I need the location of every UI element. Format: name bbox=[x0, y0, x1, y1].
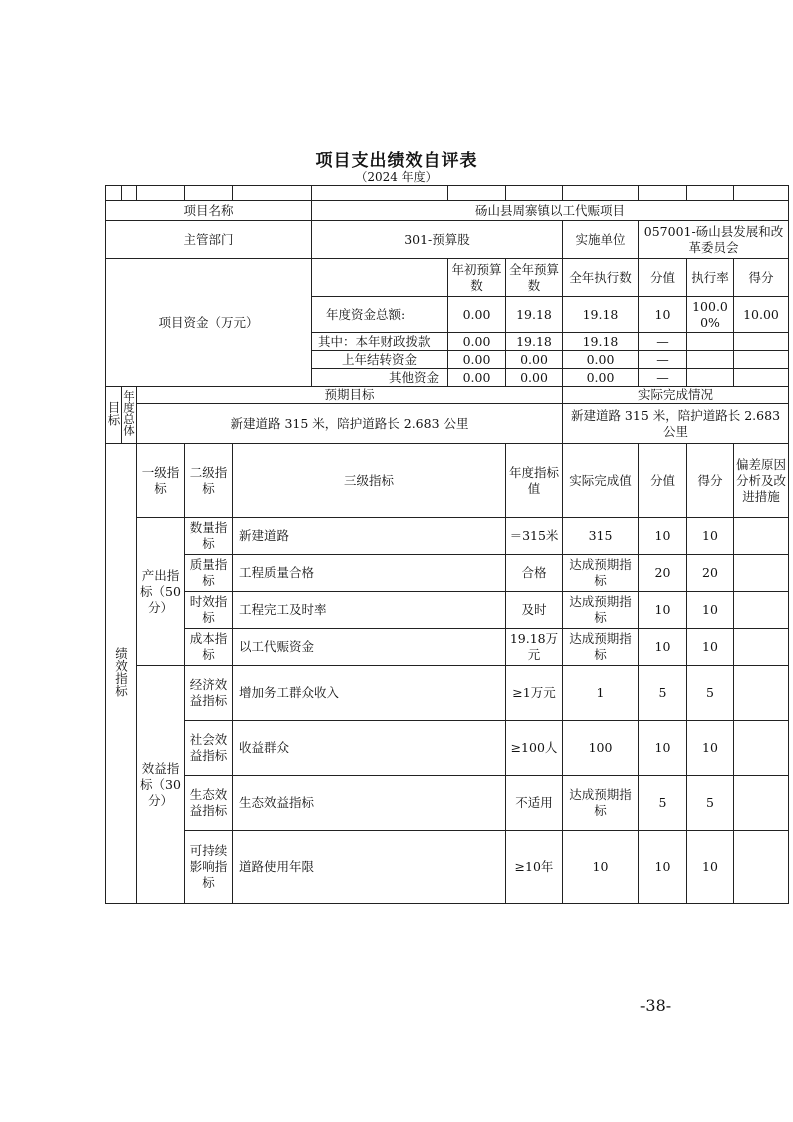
funds-header-rate: 执行率 bbox=[687, 259, 734, 297]
dept-value: 301-预算股 bbox=[312, 221, 563, 259]
output-indicator-group: 产出指标（50分） bbox=[137, 518, 185, 666]
indicator-score: 5 bbox=[687, 776, 734, 831]
indicator-score: 20 bbox=[687, 555, 734, 592]
indicator-actual: 达成预期指标 bbox=[563, 776, 639, 831]
indicator-row bbox=[106, 666, 789, 721]
indicator-level3: 工程质量合格 bbox=[233, 555, 506, 592]
indicator-level2: 时效指标 bbox=[185, 592, 233, 629]
actual-goal: 新建道路 315 米，陪护道路长 2.683 公里 bbox=[563, 404, 789, 444]
funds-cell: 0.00 bbox=[563, 351, 639, 369]
indicator-actual: 100 bbox=[563, 721, 639, 776]
ind-header-score-value: 分值 bbox=[639, 444, 687, 518]
indicator-level2: 成本指标 bbox=[185, 629, 233, 666]
indicator-level3: 生态效益指标 bbox=[233, 776, 506, 831]
funds-cell: — bbox=[639, 369, 687, 387]
funds-cell: 10.00 bbox=[734, 297, 789, 333]
indicator-level2: 数量指标 bbox=[185, 518, 233, 555]
ind-header-level1: 一级指标 bbox=[137, 444, 185, 518]
page-subtitle: （2024 年度） bbox=[355, 170, 438, 184]
expected-goal-label: 预期目标 bbox=[137, 387, 563, 404]
indicator-actual: 达成预期指标 bbox=[563, 592, 639, 629]
funds-cell: 19.18 bbox=[563, 333, 639, 351]
indicator-actual: 10 bbox=[563, 831, 639, 904]
indicator-target: ≥100人 bbox=[506, 721, 563, 776]
indicator-score-value: 10 bbox=[639, 518, 687, 555]
indicator-target: ＝315米 bbox=[506, 518, 563, 555]
indicator-deviation bbox=[734, 555, 789, 592]
funds-cell: 19.18 bbox=[506, 297, 563, 333]
indicator-actual: 1 bbox=[563, 666, 639, 721]
unit-value: 057001-砀山县发展和改革委员会 bbox=[639, 221, 789, 259]
indicator-level2: 经济效益指标 bbox=[185, 666, 233, 721]
ind-header-target: 年度指标值 bbox=[506, 444, 563, 518]
funds-cell: — bbox=[639, 351, 687, 369]
indicator-row bbox=[106, 721, 789, 776]
indicator-level3: 新建道路 bbox=[233, 518, 506, 555]
indicator-score: 10 bbox=[687, 831, 734, 904]
funds-cell bbox=[687, 333, 734, 351]
funds-cell: 0.00 bbox=[506, 369, 563, 387]
funds-cell bbox=[734, 351, 789, 369]
goal-label-outer: 目标 bbox=[106, 387, 122, 444]
funds-header-executed: 全年执行数 bbox=[563, 259, 639, 297]
indicator-actual: 达成预期指标 bbox=[563, 555, 639, 592]
ind-header-level2: 二级指标 bbox=[185, 444, 233, 518]
dept-label: 主管部门 bbox=[106, 221, 312, 259]
indicator-level2: 质量指标 bbox=[185, 555, 233, 592]
indicator-score-value: 5 bbox=[639, 776, 687, 831]
indicator-score-value: 10 bbox=[639, 629, 687, 666]
indicator-level2: 社会效益指标 bbox=[185, 721, 233, 776]
funds-cell: 10 bbox=[639, 297, 687, 333]
indicator-target: ≥10年 bbox=[506, 831, 563, 904]
ind-header-actual: 实际完成值 bbox=[563, 444, 639, 518]
funds-cell: 0.00 bbox=[448, 351, 506, 369]
ind-header-score: 得分 bbox=[687, 444, 734, 518]
funds-row-label: 其中：本年财政拨款 bbox=[312, 333, 448, 351]
indicator-deviation bbox=[734, 592, 789, 629]
funds-cell: 0.00 bbox=[448, 369, 506, 387]
funds-header-score: 得分 bbox=[734, 259, 789, 297]
indicator-score: 10 bbox=[687, 518, 734, 555]
funds-cell: 0.00 bbox=[563, 369, 639, 387]
indicator-deviation bbox=[734, 776, 789, 831]
unit-label: 实施单位 bbox=[563, 221, 639, 259]
indicator-row bbox=[106, 555, 789, 592]
funds-row-label: 年度资金总额: bbox=[312, 297, 448, 333]
indicator-score-value: 10 bbox=[639, 831, 687, 904]
benefit-indicator-group: 效益指标（30分） bbox=[137, 666, 185, 904]
funds-row-label: 其他资金 bbox=[312, 369, 448, 387]
indicator-row bbox=[106, 592, 789, 629]
indicator-deviation bbox=[734, 831, 789, 904]
goal-label-inner: 年度总体 bbox=[122, 387, 137, 444]
page-title: 项目支出绩效自评表 bbox=[315, 151, 478, 171]
project-name-label: 项目名称 bbox=[106, 201, 312, 221]
indicator-target: ≥1万元 bbox=[506, 666, 563, 721]
indicator-score-value: 5 bbox=[639, 666, 687, 721]
indicator-level3: 道路使用年限 bbox=[233, 831, 506, 904]
funds-cell: 0.00 bbox=[448, 333, 506, 351]
indicator-deviation bbox=[734, 629, 789, 666]
ind-header-level3: 三级指标 bbox=[233, 444, 506, 518]
indicator-score: 10 bbox=[687, 629, 734, 666]
indicator-score-value: 20 bbox=[639, 555, 687, 592]
indicator-actual: 达成预期指标 bbox=[563, 629, 639, 666]
indicator-score: 5 bbox=[687, 666, 734, 721]
indicators-label: 绩效指标 bbox=[106, 444, 137, 904]
indicator-row bbox=[106, 518, 789, 555]
funds-cell bbox=[687, 351, 734, 369]
indicator-level2: 可持续影响指标 bbox=[185, 831, 233, 904]
funds-cell bbox=[687, 369, 734, 387]
indicator-target: 及时 bbox=[506, 592, 563, 629]
indicator-level3: 收益群众 bbox=[233, 721, 506, 776]
project-name: 砀山县周寨镇以工代赈项目 bbox=[312, 201, 789, 221]
self-evaluation-table bbox=[105, 185, 789, 904]
funds-row-label: 上年结转资金 bbox=[312, 351, 448, 369]
funds-cell bbox=[734, 333, 789, 351]
funds-cell: 0.00 bbox=[506, 351, 563, 369]
indicator-score-value: 10 bbox=[639, 592, 687, 629]
ind-header-deviation: 偏差原因分析及改进措施 bbox=[734, 444, 789, 518]
indicator-actual: 315 bbox=[563, 518, 639, 555]
indicator-target: 合格 bbox=[506, 555, 563, 592]
funds-header-score-value: 分值 bbox=[639, 259, 687, 297]
funds-cell: 100.00% bbox=[687, 297, 734, 333]
indicator-level3: 以工代赈资金 bbox=[233, 629, 506, 666]
indicator-row bbox=[106, 831, 789, 904]
funds-cell: — bbox=[639, 333, 687, 351]
funds-cell: 19.18 bbox=[563, 297, 639, 333]
indicator-row bbox=[106, 776, 789, 831]
indicator-target: 19.18万元 bbox=[506, 629, 563, 666]
indicator-target: 不适用 bbox=[506, 776, 563, 831]
indicator-score: 10 bbox=[687, 721, 734, 776]
indicator-level3: 工程完工及时率 bbox=[233, 592, 506, 629]
indicator-deviation bbox=[734, 721, 789, 776]
funds-label: 项目资金（万元） bbox=[106, 259, 312, 387]
indicator-deviation bbox=[734, 518, 789, 555]
indicator-score: 10 bbox=[687, 592, 734, 629]
indicator-level2: 生态效益指标 bbox=[185, 776, 233, 831]
funds-cell bbox=[734, 369, 789, 387]
page-number: -38- bbox=[640, 996, 672, 1015]
indicator-row bbox=[106, 629, 789, 666]
actual-goal-label: 实际完成情况 bbox=[563, 387, 789, 404]
blank-row bbox=[106, 186, 789, 201]
funds-cell: 0.00 bbox=[448, 297, 506, 333]
funds-header-annual: 全年预算数 bbox=[506, 259, 563, 297]
funds-cell: 19.18 bbox=[506, 333, 563, 351]
indicator-deviation bbox=[734, 666, 789, 721]
indicator-level3: 增加务工群众收入 bbox=[233, 666, 506, 721]
indicator-score-value: 10 bbox=[639, 721, 687, 776]
expected-goal: 新建道路 315 米，陪护道路长 2.683 公里 bbox=[137, 404, 563, 444]
funds-header-initial: 年初预算数 bbox=[448, 259, 506, 297]
